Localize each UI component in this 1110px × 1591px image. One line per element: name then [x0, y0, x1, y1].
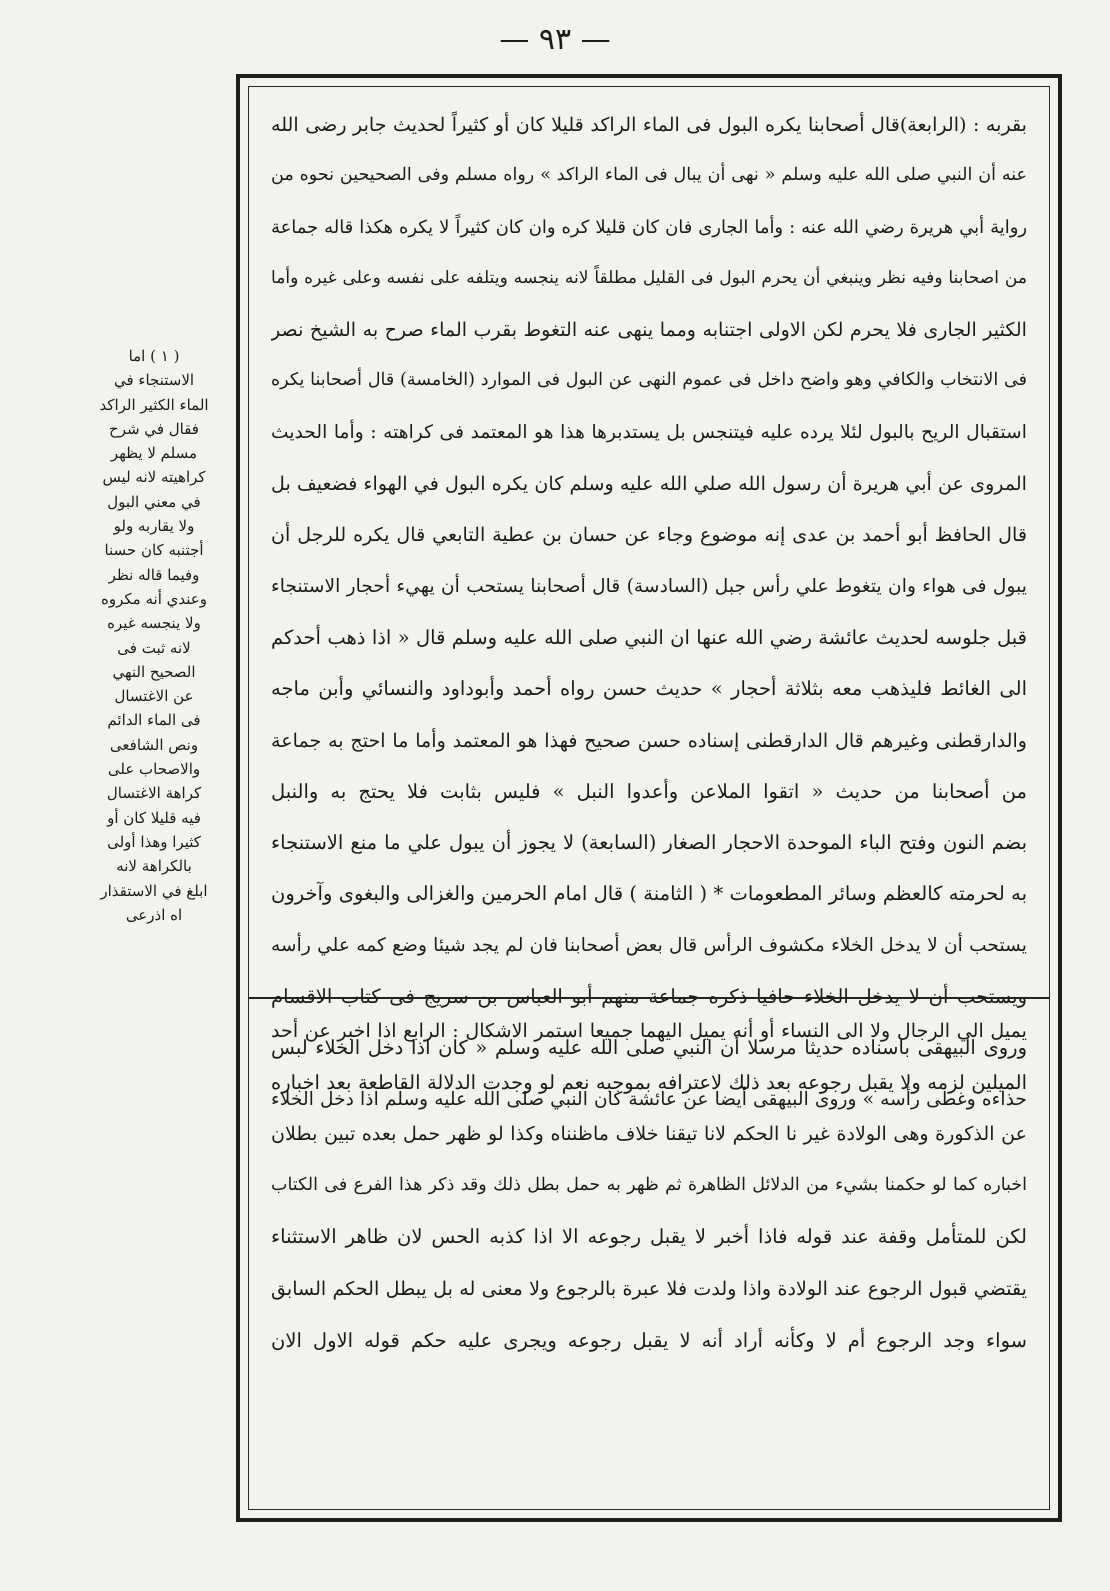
- footnote-text: [271, 1005, 1027, 1366]
- main-text-line: يستحب أن لا يدخل الخلاء مكشوف الرأس قال بعض أصحابنا فان لم يجد شيئا وضع كمه علي رأسه: [271, 934, 1027, 956]
- margin-note-line: ولا يقاربه ولو: [113, 517, 195, 536]
- margin-note-line: أجتنبه كان حسنا: [104, 541, 204, 560]
- main-text-line: رواية أبي هريرة رضي الله عنه : وأما الجارى فان كان قليلا كره وان كان كثيراً لا يكره هكذا قاله جماعة: [271, 216, 1027, 238]
- margin-note-line: فقال في شرح: [109, 419, 199, 438]
- margin-note-line: عن الاغتسال: [114, 687, 194, 706]
- main-text-line: قال الحافظ أبو أحمد بن عدى إنه موضوع وجاء عن حسان بن عطية التابعي قال يكره للرجل أن: [271, 523, 1027, 547]
- main-text-line: بضم النون وفتح الباء الموحدة الاحجار الصغار (السابعة) لا يجوز أن يبول علي ما منع الاستنجاء: [271, 831, 1027, 855]
- margin-note-line: كراهيته لانه ليس: [102, 468, 206, 487]
- margin-note: [84, 344, 224, 927]
- footnote-line: عن الذكورة وهى الولادة غير نا الحكم لانا تيقنا خلاف ماظنناه وكذا لو ظهر حمل بعده تبين بطلان: [271, 1122, 1027, 1146]
- main-text-line: الى الغائط فليذهب معه بثلاثة أحجار » حديث حسن رواه أحمد وأبوداود والنسائي وأبن ماجه: [271, 677, 1027, 701]
- main-text-line: قبل جلوسه لحديث عائشة رضي الله عنها ان النبي صلى الله عليه وسلم قال « اذا ذهب أحدكم: [271, 625, 1027, 649]
- footnote-line: الميلين لزمه ولا يقبل رجوعه بعد ذلك لاعترافه بموجبه نعم لو وجدت الدلالة القاطعة بعد اخباره: [271, 1070, 1027, 1094]
- main-text-line: به لحرمته كالعظم وسائر المطعومات * ( الثامنة ) قال امام الحرمين والغزالى والبغوى وآخرون: [271, 882, 1027, 906]
- page-frame-inner: [248, 86, 1050, 1510]
- margin-note-line: في معني البول: [107, 492, 201, 511]
- footnote-line: سواء وجد الرجوع أم لا وكأنه أراد أنه لا يقبل رجوعه ويجرى عليه حكم قوله الاول الان: [271, 1328, 1027, 1352]
- footnote-line: يميل الي الرجال ولا الى النساء أو أنه يميل اليهما جميعا استمر الاشكال : الرابع اذا اخبر عن أحد: [271, 1019, 1027, 1042]
- margin-note-line: الماء الكثير الراكد: [99, 395, 209, 414]
- margin-note-line: بالكراهة لانه: [116, 857, 192, 876]
- main-text-line: استقبال الريح بالبول لئلا يرده عليه فيتنجس بل يستدبرها هذا هو المعتمد فى كراهته : وأما الحديث: [271, 421, 1027, 443]
- margin-note-line: ولا ينجسه غيره: [107, 614, 201, 633]
- page-number: — ٩٣ —: [499, 22, 611, 57]
- margin-note-line: والاصحاب على: [107, 760, 201, 779]
- margin-note-line: الاستنجاء في: [113, 371, 195, 390]
- main-text-line: يبول فى هواء وان يتغوط علي رأس جبل (السادسة) قال أصحابنا يستحب أن يهيء أحجار الاستنجاء: [271, 575, 1027, 597]
- margin-note-line: مسلم لا يظهر: [110, 444, 198, 463]
- footnote-line: يقتضي قبول الرجوع عند الولادة واذا ولدت فلا عبرة بالرجوع ولا معنى له بل يبطل الحكم السابق: [271, 1276, 1027, 1300]
- margin-note-line: فى الماء الدائم: [107, 711, 201, 730]
- margin-note-line: ( ١ ) اما: [128, 347, 180, 365]
- margin-note-line: وعندي أنه مكروه: [101, 589, 207, 608]
- main-text-line: عنه أن النبي صلى الله عليه وسلم « نهى أن يبال فى الماء الراكد » رواه مسلم وفى الصحيحين نحوه من: [271, 165, 1027, 186]
- main-text-line: من أصحابنا من حديث « اتقوا الملاعن وأعدوا النبل » فليس بثابت فلا يحتج به والنبل: [271, 779, 1027, 803]
- margin-note-line: ابلغ في الاستقذار: [100, 881, 208, 900]
- margin-note-line: كثيرا وهذا أولى: [107, 832, 201, 851]
- main-text-line: حذاءه وغطى رأسه » وروى البيهقى أيضا عن عائشة كان النبي صلى الله عليه وسلم اذا دخل الخلاء: [271, 1088, 1027, 1110]
- footnote-line: اخباره كما لو حكمنا بشيء من الدلائل الظاهرة ثم ظهر به حمل بطل ذلك وقد ذكر هذا الفرع فى الكتاب: [271, 1174, 1027, 1195]
- main-text: [271, 99, 1027, 1125]
- main-text-line: وروى البيهقى باسناده حديثا مرسلا أن النبي صلى الله عليه وسلم « كان اذا دخل الخلاء لبس: [271, 1036, 1027, 1060]
- main-text-line: الكثير الجارى فلا يحرم لكن الاولى اجتنابه ومما ينهى عنه التغوط بقرب الماء صرح به الشيخ نصر: [271, 318, 1027, 342]
- main-text-line: فى الانتخاب والكافي وهو واضح داخل فى عموم النهى عن البول فى الموارد (الخامسة) قال أصحابنا يكره: [271, 370, 1027, 391]
- margin-note-line: وفيما قاله نظر: [108, 565, 200, 584]
- main-text-line: ويستحب أن لا يدخل الخلاء حافيا ذكره جماعة منهم أبو العباس بن سريج فى كتاب الاقسام: [271, 985, 1027, 1009]
- margin-note-line: لانه ثبت فى: [117, 638, 191, 657]
- margin-note-line: فيه قليلا كان أو: [107, 808, 201, 827]
- main-text-line: المروى عن أبي هريرة أن رسول الله صلي الله عليه وسلم كان يكره البول في الهواء فضعيف بل: [271, 472, 1027, 496]
- margin-note-line: كراهة الاغتسال: [106, 784, 202, 803]
- main-text-line: بقربه : (الرابعة)قال أصحابنا يكره البول فى الماء الراكد قليلا كان أو كثيراً لحديث جابر رضى الله: [271, 113, 1027, 136]
- margin-note-line: ونص الشافعى: [109, 735, 199, 754]
- main-text-line: والدارقطنى وغيرهم قال الدارقطنى إسناده حسن صحيح فهذا هو المعتمد وأما ما احتج به جماعة: [271, 728, 1027, 752]
- margin-note-line: اه اذرعى: [125, 905, 183, 924]
- main-text-line: من اصحابنا وفيه نظر وينبغي أن يحرم البول فى القليل مطلقاً لانه ينجسه ويتلفه على نفسه وعلى غيره وأما: [271, 267, 1027, 288]
- page-frame: [236, 74, 1062, 1522]
- margin-note-line: الصحيح النهي: [112, 662, 196, 681]
- footnote-line: لكن للمتأمل وقفة عند قوله فاذا أخبر لا يقبل رجوعه الا اذا كذبه الحس لان ظاهر الاستثناء: [271, 1225, 1027, 1249]
- footnote-separator: [249, 997, 1049, 999]
